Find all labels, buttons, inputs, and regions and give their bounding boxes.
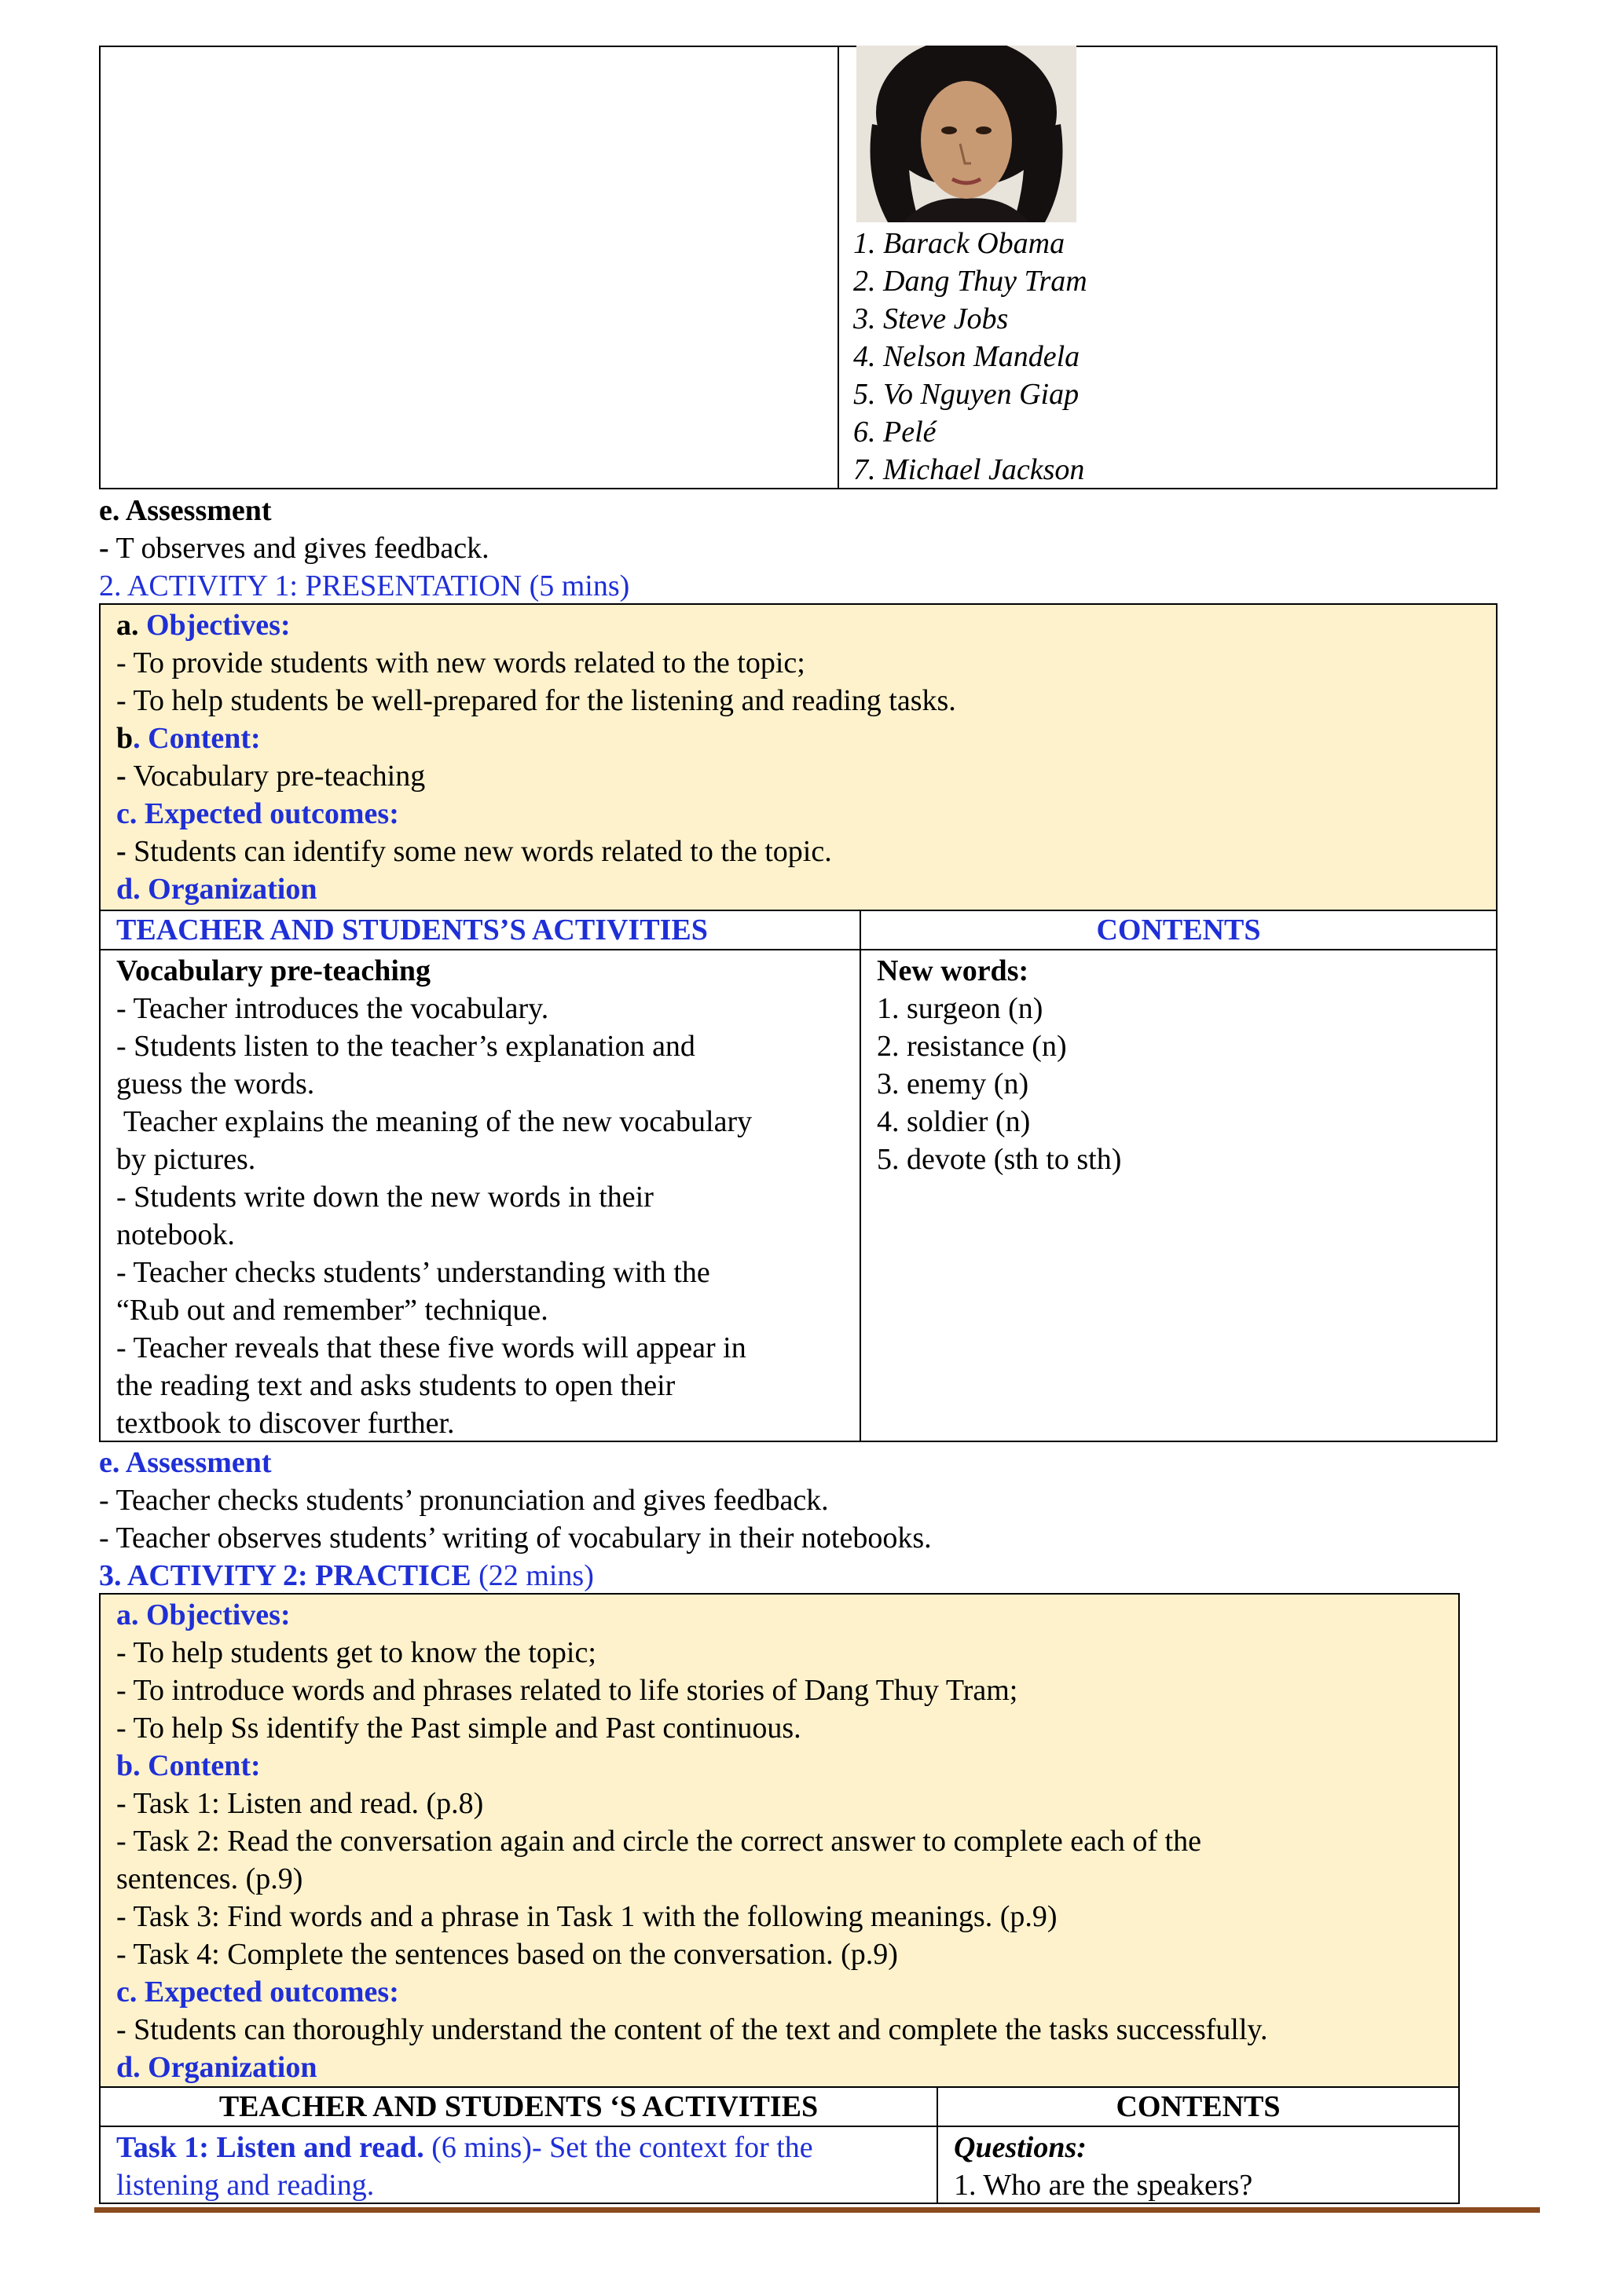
new-word-item: 2. resistance (n) — [877, 1030, 1067, 1063]
activity-step: the reading text and asks students to open their — [116, 1369, 676, 1402]
people-list — [853, 225, 1087, 489]
activity-step: - Teacher checks students’ understanding with the — [116, 1256, 710, 1289]
activity1-organization-heading: d. Organization — [116, 873, 317, 906]
activity-step: - Teacher reveals that these five words will appear in — [116, 1331, 746, 1364]
footer-rule — [94, 2207, 1540, 2213]
new-word-item: 5. devote (sth to sth) — [877, 1143, 1122, 1176]
portrait-photo — [856, 46, 1076, 222]
assessment-heading: e. Assessment — [99, 494, 272, 527]
activity1-objectives-heading: a. Objectives: — [116, 609, 291, 642]
activity2-outcomes-heading: c. Expected outcomes: — [116, 1976, 399, 2009]
activity2-questions-cell — [937, 2126, 1460, 2204]
activity-step: Teacher explains the meaning of the new vocabulary — [116, 1105, 753, 1138]
activity1-objective: - To provide students with new words related to the topic; — [116, 646, 805, 679]
activity2-objectives-heading: a. Objectives: — [116, 1598, 291, 1631]
people-item: 3. Steve Jobs — [853, 302, 1009, 335]
activity1-objective: - To help students be well-prepared for the listening and reading tasks. — [116, 684, 956, 717]
activity1-col2-header: CONTENTS — [860, 910, 1498, 950]
activity2-objective: - To help Ss identify the Past simple and Past continuous. — [116, 1712, 801, 1745]
activity2-task-item: - Task 2: Read the conversation again and circle the correct answer to complete each of the — [116, 1825, 1201, 1858]
activity2-objective: - To introduce words and phrases related to life stories of Dang Thuy Tram; — [116, 1674, 1018, 1707]
assessment-section-2 — [99, 1444, 932, 1557]
activity2-col2-header: CONTENTS — [937, 2086, 1460, 2127]
assessment-line: - Teacher checks students’ pronunciation and gives feedback. — [99, 1484, 829, 1517]
people-item: 2. Dang Thuy Tram — [853, 265, 1087, 298]
new-word-item: 1. surgeon (n) — [877, 992, 1043, 1025]
people-item: 1. Barack Obama — [853, 227, 1065, 260]
activity2-outcomes-line: - Students can thoroughly understand the content of the text and complete the tasks successfully. — [116, 2013, 1268, 2046]
new-word-item: 4. soldier (n) — [877, 1105, 1031, 1138]
assessment-line: - Teacher observes students’ writing of vocabulary in their notebooks. — [99, 1522, 932, 1554]
activity2-task-item: - Task 4: Complete the sentences based on the conversation. (p.9) — [116, 1938, 898, 1971]
activity2-organization-heading: d. Organization — [116, 2051, 317, 2084]
activity1-col1-header: TEACHER AND STUDENTS’S ACTIVITIES — [99, 910, 861, 950]
activity2-col1-header: TEACHER AND STUDENTS ‘S ACTIVITIES — [99, 2086, 938, 2127]
activity-step: notebook. — [116, 1218, 235, 1251]
assessment-section-1 — [99, 492, 489, 567]
activity2-heading: 3. ACTIVITY 2: PRACTICE (22 mins) — [99, 1559, 594, 1592]
activity1-outcomes-line: - Students can identify some new words related to the topic. — [116, 835, 832, 868]
activity-step: - Teacher introduces the vocabulary. — [116, 992, 549, 1025]
activity2-task-item: - Task 3: Find words and a phrase in Task 1 with the following meanings. (p.9) — [116, 1900, 1058, 1933]
questions-label: Questions: — [954, 2131, 1087, 2164]
new-word-item: 3. enemy (n) — [877, 1067, 1029, 1100]
activity-step: “Rub out and remember” technique. — [116, 1294, 548, 1327]
activity2-task-item: - Task 1: Listen and read. (p.8) — [116, 1787, 484, 1820]
new-words-title: New words: — [877, 954, 1029, 987]
activity2-content-heading: b. Content: — [116, 1749, 261, 1782]
activity1-outcomes-heading: c. Expected outcomes: — [116, 797, 399, 830]
people-item: 7. Michael Jackson — [853, 453, 1085, 486]
activity-step: by pictures. — [116, 1143, 256, 1176]
activity-step: textbook to discover further. — [116, 1407, 455, 1440]
people-item: 5. Vo Nguyen Giap — [853, 378, 1080, 411]
activity2-objective: - To help students get to know the topic; — [116, 1636, 596, 1669]
vocab-preteaching-title: Vocabulary pre-teaching — [116, 954, 431, 987]
activity-step: - Students write down the new words in their — [116, 1181, 654, 1214]
assessment-heading: e. Assessment — [99, 1446, 272, 1479]
activity1-content-heading: b. Content: — [116, 722, 261, 755]
activity-step: - Students listen to the teacher’s explanation and — [116, 1030, 695, 1063]
activity1-contents-cell — [860, 949, 1498, 1442]
people-item: 6. Pelé — [853, 416, 937, 449]
question-item: 1. Who are the speakers? — [954, 2169, 1253, 2202]
task1-line: Task 1: Listen and read. (6 mins)- Set the context for the — [116, 2131, 813, 2164]
task1-line: listening and reading. — [116, 2169, 375, 2202]
activity2-task-item: sentences. (p.9) — [116, 1862, 303, 1895]
activity-step: guess the words. — [116, 1067, 315, 1100]
assessment-line: - T observes and gives feedback. — [99, 532, 489, 565]
activity1-content-line: - Vocabulary pre-teaching — [116, 760, 426, 793]
top-table-left-cell — [99, 46, 839, 489]
activity1-heading: 2. ACTIVITY 1: PRESENTATION (5 mins) — [99, 569, 630, 602]
people-item: 4. Nelson Mandela — [853, 340, 1080, 373]
activity1-teacher-students-cell — [99, 949, 861, 1442]
activity2-task1-cell — [99, 2126, 938, 2204]
activity2-info-box — [99, 1593, 1460, 2088]
activity1-info-box — [99, 603, 1498, 911]
